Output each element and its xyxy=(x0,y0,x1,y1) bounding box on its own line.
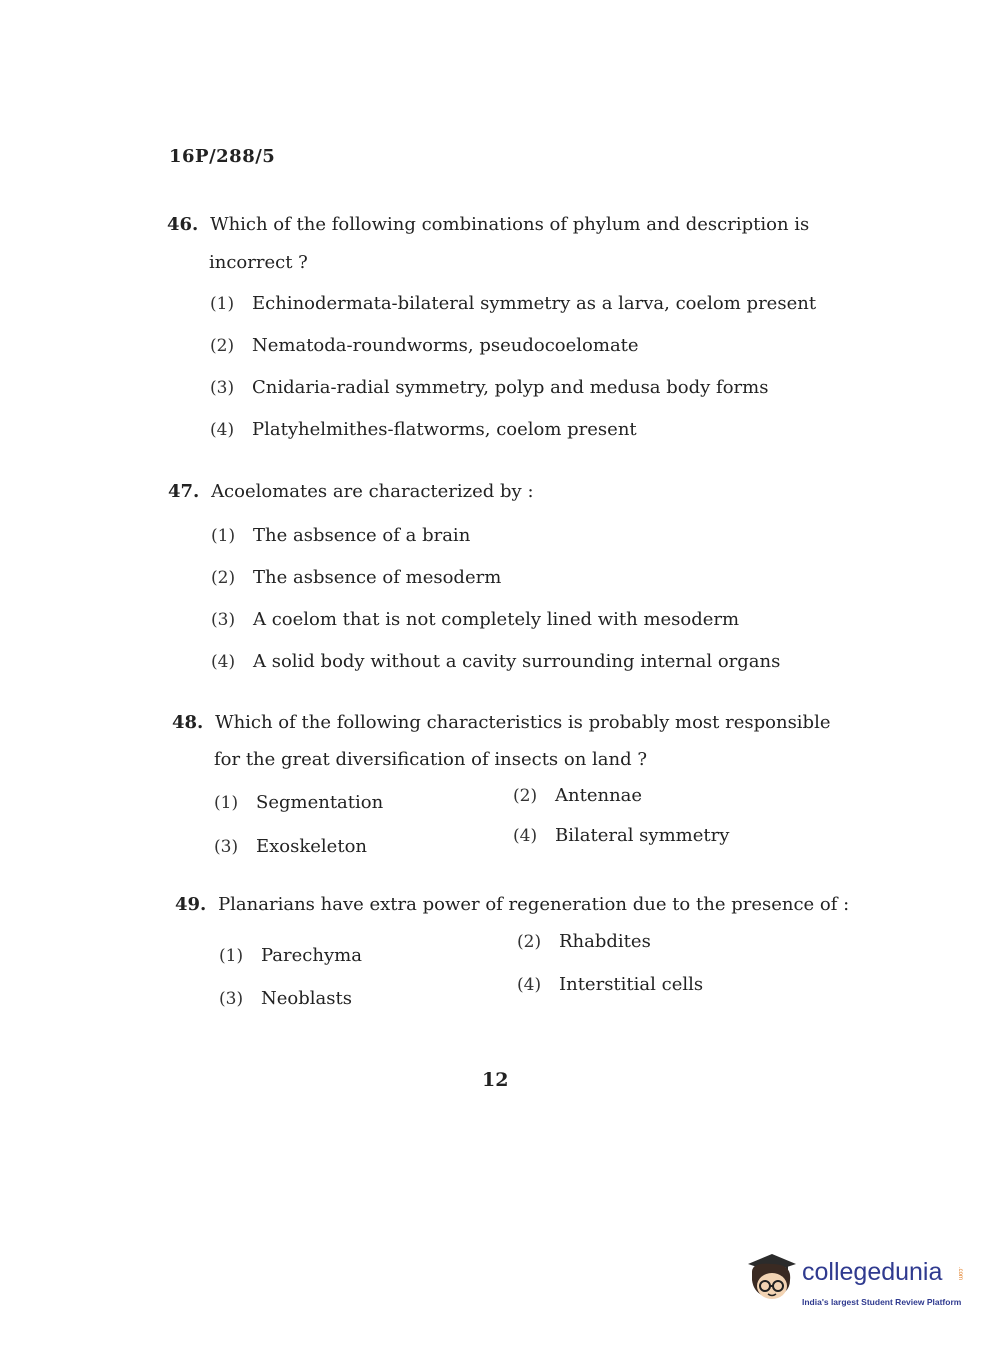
option-number: (4) xyxy=(210,420,235,440)
question-number: 48. xyxy=(172,712,204,733)
option-number: (3) xyxy=(219,989,244,1009)
option-49-4 xyxy=(517,974,703,995)
option-47-4 xyxy=(211,651,780,672)
question-number: 46. xyxy=(167,214,199,235)
option-number: (3) xyxy=(211,610,236,630)
option-number: (4) xyxy=(513,826,538,846)
option-text: A solid body without a cavity surrounding internal organs xyxy=(253,651,781,672)
option-number: (1) xyxy=(211,526,236,546)
question-48 xyxy=(172,712,831,733)
option-number: (1) xyxy=(219,946,244,966)
option-text: The asbsence of mesoderm xyxy=(253,567,502,588)
option-48-2 xyxy=(513,785,642,806)
brand-name: collegedunia xyxy=(802,1258,943,1286)
option-text: Exoskeleton xyxy=(256,836,367,857)
option-number: (2) xyxy=(210,336,235,356)
question-number: 47. xyxy=(168,481,200,502)
option-47-2 xyxy=(211,567,501,588)
option-number: (4) xyxy=(211,652,236,672)
option-number: (3) xyxy=(210,378,235,398)
option-number: (3) xyxy=(214,837,239,857)
option-text: Segmentation xyxy=(256,792,384,813)
option-number: (2) xyxy=(513,786,538,806)
option-46-3 xyxy=(210,377,768,398)
option-text: A coelom that is not completely lined with mesoderm xyxy=(253,609,740,630)
brand-suffix: .com xyxy=(957,1267,963,1281)
question-text-continued: for the great diversification of insects on land ? xyxy=(214,749,648,770)
option-48-1 xyxy=(214,792,383,813)
option-text: Neoblasts xyxy=(261,988,352,1009)
option-number: (1) xyxy=(210,294,235,314)
option-46-2 xyxy=(210,335,639,356)
paper-code: 16P/288/5 xyxy=(169,146,276,167)
page-number: 12 xyxy=(482,1069,509,1091)
option-48-3 xyxy=(214,836,367,857)
option-49-3 xyxy=(219,988,352,1009)
question-text-continued: incorrect ? xyxy=(209,252,308,273)
collegedunia-watermark xyxy=(742,1248,972,1318)
option-49-2 xyxy=(517,931,651,952)
option-number: (2) xyxy=(211,568,236,588)
option-text: Bilateral symmetry xyxy=(555,825,730,846)
option-text: Platyhelmithes-flatworms, coelom present xyxy=(252,419,637,440)
question-text: Which of the following characteristics is probably most responsible xyxy=(215,712,831,733)
option-47-1 xyxy=(211,525,470,546)
question-text: Which of the following combinations of phylum and description is xyxy=(210,214,810,235)
option-number: (4) xyxy=(517,975,542,995)
graduate-mascot-icon xyxy=(742,1250,800,1316)
brand-tagline: India's largest Student Review Platform xyxy=(802,1297,962,1307)
option-text: Antennae xyxy=(555,785,643,806)
question-49 xyxy=(175,894,849,915)
question-47 xyxy=(168,481,534,502)
option-48-4 xyxy=(513,825,729,846)
option-text: The asbsence of a brain xyxy=(253,525,471,546)
option-49-1 xyxy=(219,945,362,966)
option-number: (1) xyxy=(214,793,239,813)
question-text: Planarians have extra power of regeneration due to the presence of : xyxy=(218,894,850,915)
option-text: Nematoda-roundworms, pseudocoelomate xyxy=(252,335,639,356)
option-46-1 xyxy=(210,293,816,314)
question-46 xyxy=(167,214,809,235)
option-47-3 xyxy=(211,609,739,630)
question-number: 49. xyxy=(175,894,207,915)
option-text: Parechyma xyxy=(261,945,362,966)
option-text: Rhabdites xyxy=(559,931,651,952)
option-46-4 xyxy=(210,419,637,440)
option-number: (2) xyxy=(517,932,542,952)
option-text: Interstitial cells xyxy=(559,974,704,995)
question-text: Acoelomates are characterized by : xyxy=(211,481,534,502)
option-text: Cnidaria-radial symmetry, polyp and medusa body forms xyxy=(252,377,769,398)
option-text: Echinodermata-bilateral symmetry as a larva, coelom present xyxy=(252,293,817,314)
